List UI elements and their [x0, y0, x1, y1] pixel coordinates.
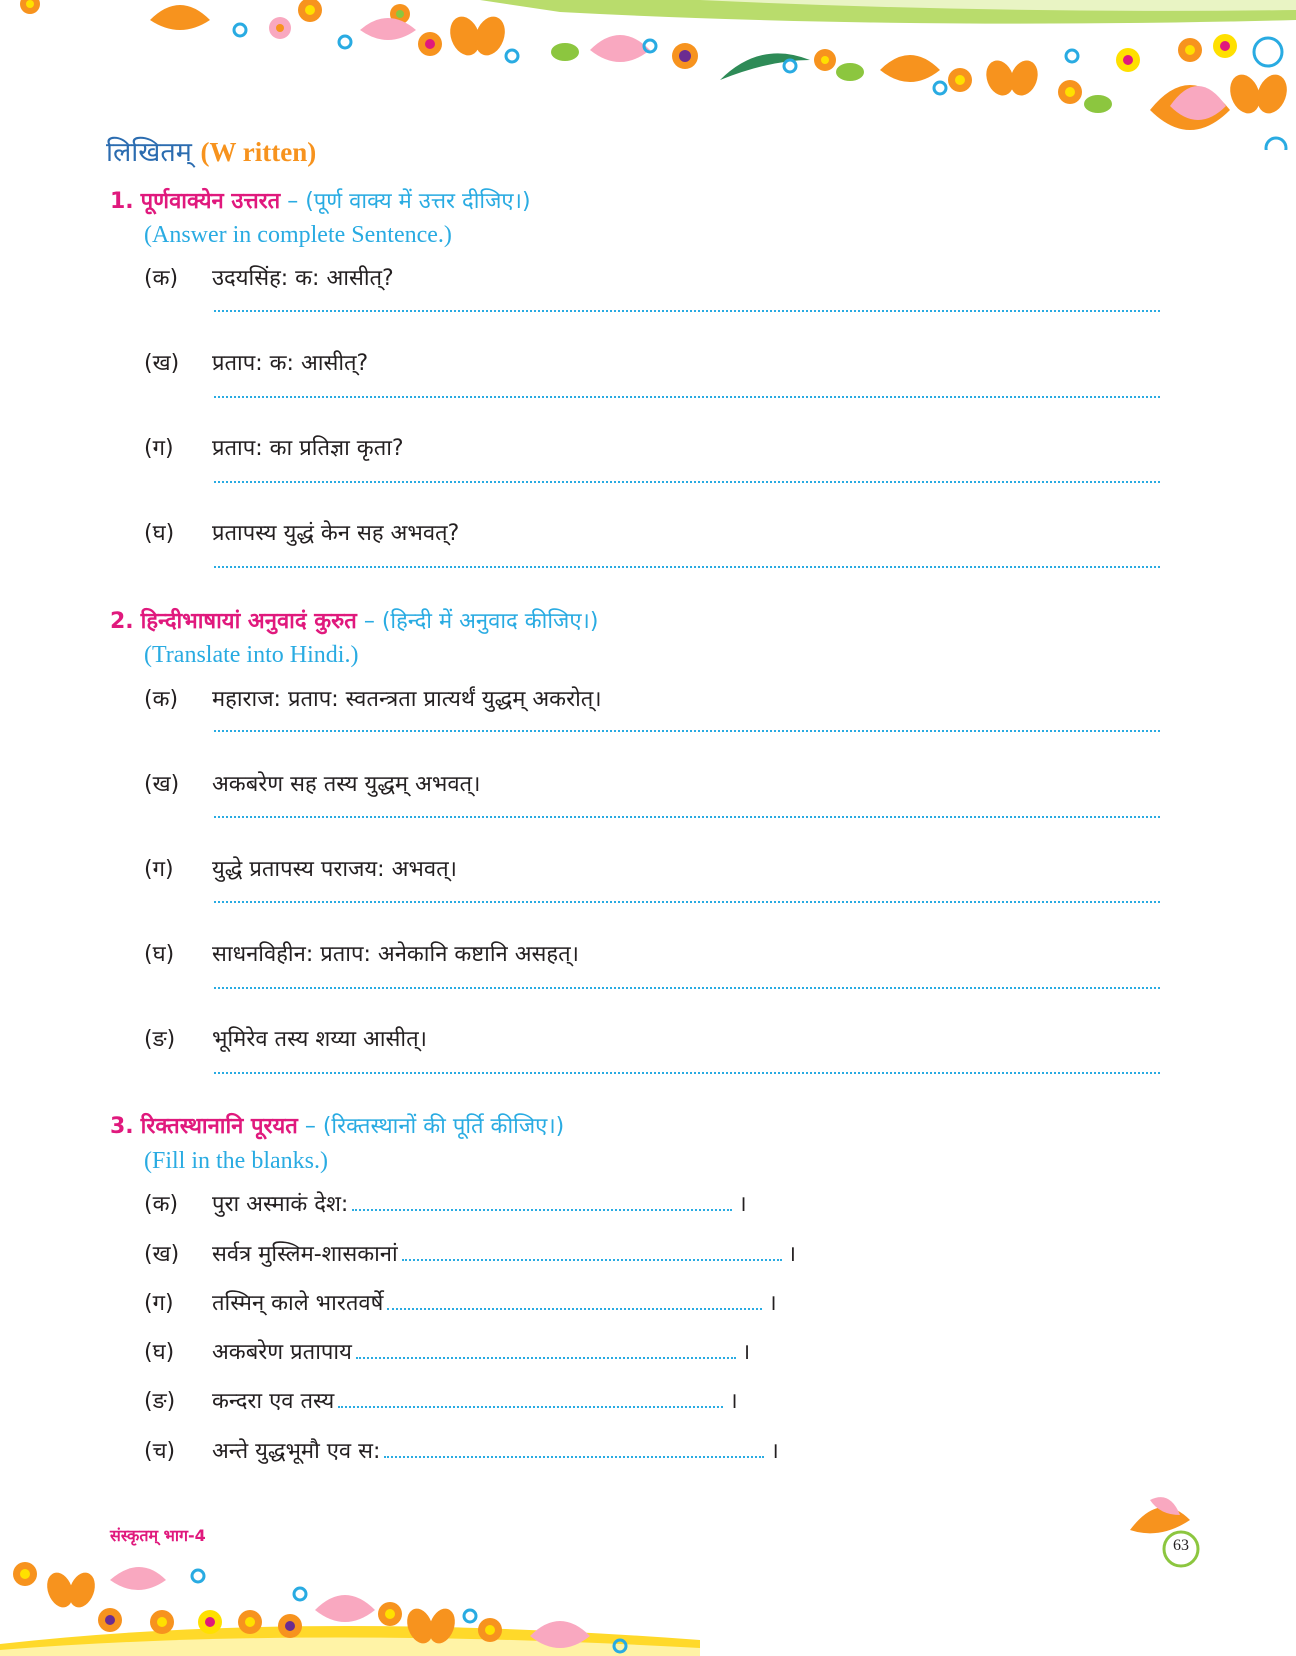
question-item	[144, 432, 404, 462]
item-label: (ङ)	[144, 1389, 176, 1414]
book-title: संस्कृतम् भाग-4	[110, 1526, 206, 1545]
item-label: (च)	[144, 1439, 176, 1464]
section-2-title	[110, 605, 598, 635]
blank-field[interactable]	[352, 1199, 732, 1211]
top-decorative-border	[0, 0, 1296, 150]
item-label: (ग)	[144, 1291, 174, 1316]
item-label: (घ)	[144, 942, 175, 967]
answer-line[interactable]	[214, 816, 1160, 818]
item-end-mark: ।	[768, 1291, 777, 1316]
bottom-decorative-border	[0, 1540, 1296, 1656]
answer-line[interactable]	[214, 396, 1160, 398]
section-title: हिन्दीभाषायां अनुवादं कुरुत	[140, 609, 357, 634]
question-item	[144, 347, 368, 377]
item-end-mark: ।	[738, 1192, 747, 1217]
item-text: कन्दरा एव तस्य	[212, 1389, 335, 1414]
section-3-english-instruction: (Fill in the blanks.)	[144, 1148, 328, 1174]
heading-hindi: लिखितम्	[106, 137, 192, 168]
question-item	[144, 768, 480, 798]
item-label: (ख)	[144, 1242, 180, 1267]
item-text: अकबरेण प्रतापाय	[212, 1340, 352, 1365]
answer-line[interactable]	[214, 566, 1160, 568]
item-label: (क)	[144, 1192, 179, 1217]
item-text: अकबरेण सह तस्य युद्धम् अभवत्।	[212, 772, 481, 797]
item-text: युद्धे प्रतापस्य पराजय: अभवत्।	[212, 857, 457, 882]
blank-field[interactable]	[356, 1347, 736, 1359]
question-item	[144, 938, 579, 968]
item-text: अन्ते युद्धभूमौ एव स:	[212, 1439, 381, 1464]
item-end-mark: ।	[787, 1242, 797, 1267]
item-text: उदयसिंह: क: आसीत्?	[212, 266, 394, 291]
item-label: (क)	[144, 266, 179, 291]
section-1-english-instruction: (Answer in complete Sentence.)	[144, 222, 452, 248]
blank-field[interactable]	[384, 1446, 764, 1458]
item-end-mark: ।	[729, 1389, 738, 1414]
item-label: (ख)	[144, 772, 180, 797]
question-item	[144, 262, 394, 292]
answer-line[interactable]	[214, 481, 1160, 483]
fill-blank-item	[144, 1435, 779, 1465]
blank-field[interactable]	[338, 1396, 723, 1408]
blank-field[interactable]	[402, 1249, 782, 1261]
item-label: (ग)	[144, 436, 174, 461]
item-text: प्रताप: क: आसीत्?	[212, 351, 369, 376]
fill-blank-item	[144, 1238, 796, 1268]
answer-line[interactable]	[214, 1072, 1160, 1074]
page-number: 63	[1173, 1537, 1189, 1554]
section-hindi-instruction: (पूर्ण वाक्य में उत्तर दीजिए।)	[305, 189, 531, 214]
item-label: (ङ)	[144, 1027, 176, 1052]
question-item	[144, 683, 602, 713]
item-text: भूमिरेव तस्य शय्या आसीत्।	[212, 1027, 427, 1052]
item-label: (घ)	[144, 1340, 175, 1365]
answer-line[interactable]	[214, 901, 1160, 903]
item-text: प्रतापस्य युद्धं केन सह अभवत्?	[212, 521, 460, 546]
answer-line[interactable]	[214, 987, 1160, 989]
fill-blank-item	[144, 1385, 738, 1415]
question-item	[144, 517, 459, 547]
section-hindi-instruction: (हिन्दी में अनुवाद कीजिए।)	[381, 609, 599, 634]
section-3-title	[110, 1110, 564, 1140]
section-dash: –	[287, 189, 299, 214]
item-text: तस्मिन् काले भारतवर्षे	[212, 1291, 384, 1316]
item-text: महाराज: प्रताप: स्वतन्त्रता प्रात्यर्थं युद्धम् अकरोत्।	[212, 687, 602, 712]
page-heading	[106, 132, 316, 169]
item-text: प्रताप: का प्रतिज्ञा कृता?	[212, 436, 404, 461]
section-title: रिक्तस्थानानि पूरयत	[140, 1114, 298, 1139]
item-text: साधनविहीन: प्रताप: अनेकानि कष्टानि असहत्।	[212, 942, 579, 967]
section-1-title	[110, 185, 531, 215]
section-number: 1.	[110, 189, 134, 214]
item-label: (ग)	[144, 857, 174, 882]
item-text: सर्वत्र मुस्लिम-शासकानां	[212, 1242, 398, 1267]
item-label: (ख)	[144, 351, 180, 376]
blank-field[interactable]	[387, 1298, 762, 1310]
section-dash: –	[363, 609, 375, 634]
heading-english: (W ritten)	[200, 137, 317, 167]
section-2-english-instruction: (Translate into Hindi.)	[144, 642, 359, 668]
section-number: 3.	[110, 1114, 134, 1139]
item-label: (क)	[144, 687, 179, 712]
fill-blank-item	[144, 1287, 777, 1317]
section-number: 2.	[110, 609, 134, 634]
item-end-mark: ।	[770, 1439, 779, 1464]
question-item	[144, 853, 457, 883]
section-dash: –	[304, 1114, 316, 1139]
section-title: पूर्णवाक्येन उत्तरत	[140, 189, 281, 214]
question-item	[144, 1023, 427, 1053]
item-label: (घ)	[144, 521, 175, 546]
item-end-mark: ।	[741, 1340, 751, 1365]
answer-line[interactable]	[214, 310, 1160, 312]
section-hindi-instruction: (रिक्तस्थानों की पूर्ति कीजिए।)	[322, 1114, 565, 1139]
fill-blank-item	[144, 1336, 750, 1366]
answer-line[interactable]	[214, 730, 1160, 732]
fill-blank-item	[144, 1188, 747, 1218]
item-text: पुरा अस्माकं देश:	[212, 1192, 349, 1217]
swirl-icon	[234, 24, 1286, 150]
